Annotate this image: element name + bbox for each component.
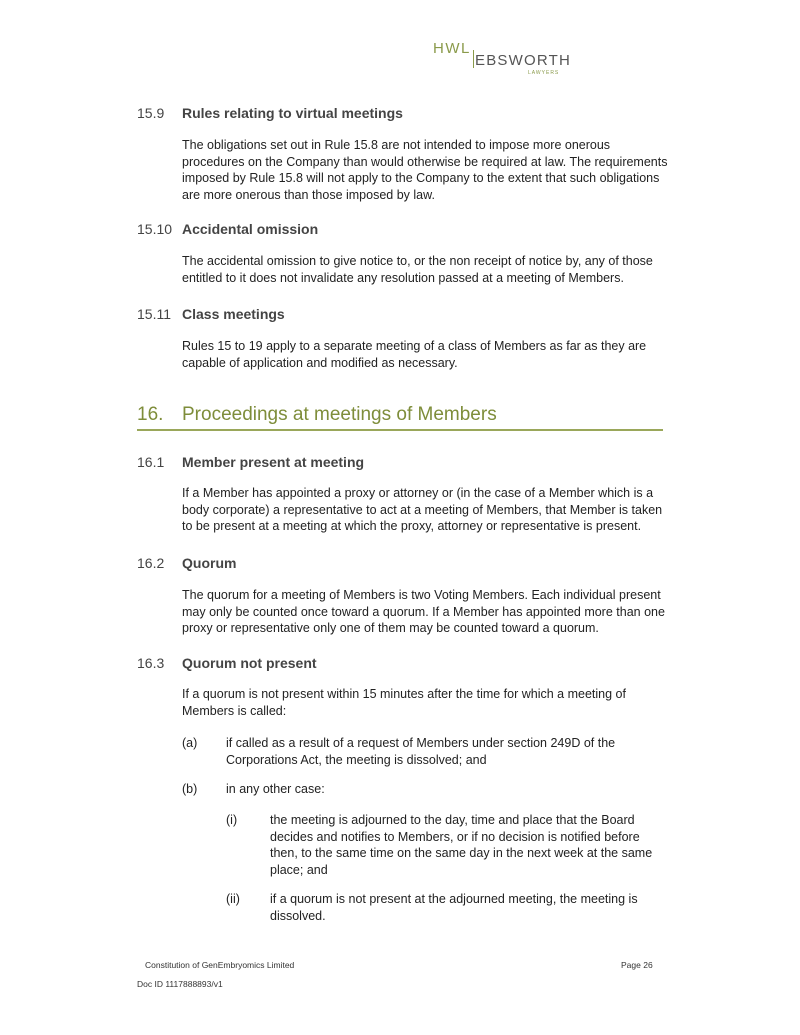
para-line: capable of application and modified as necessary. xyxy=(182,355,458,370)
para-line: may only be counted once toward a quorum. If a Member has appointed more than one xyxy=(182,604,665,619)
chapter-heading: Proceedings at meetings of Members xyxy=(182,404,497,425)
sublist-item-text xyxy=(270,891,638,924)
sublist-label: (ii) xyxy=(226,892,240,906)
section-paragraph xyxy=(182,253,653,286)
para-line: if called as a result of a request of Members under section 249D of the xyxy=(226,736,616,750)
para-line: if a quorum is not present at the adjourned meeting, the meeting is xyxy=(270,892,638,906)
logo-hwl-text: HWL xyxy=(433,40,471,57)
para-line: are more onerous than those imposed by law. xyxy=(182,187,435,202)
para-line: entitled to it does not invalidate any resolution passed at a meeting of Members. xyxy=(182,270,624,285)
chapter-rule xyxy=(137,429,663,431)
footer-page-number: Page 26 xyxy=(621,960,653,970)
para-line: The accidental omission to give notice to, or the non receipt of notice by, any of those xyxy=(182,254,653,268)
chapter-number: 16. xyxy=(137,404,164,425)
section-number: 15.9 xyxy=(137,105,165,121)
sublist-item-text xyxy=(270,812,652,878)
list-item-text xyxy=(226,735,615,768)
para-line: then, to the same time on the same day in the next week at the same xyxy=(270,846,653,860)
section-number: 16.2 xyxy=(137,555,165,571)
section-heading: Quorum not present xyxy=(182,655,317,671)
para-line: procedures on the Company than would otherwise be required at law. The requirements xyxy=(182,154,668,169)
para-line: The quorum for a meeting of Members is two Voting Members. Each individual present xyxy=(182,588,661,602)
logo-divider xyxy=(473,50,474,68)
para-line: If a Member has appointed a proxy or attorney or (in the case of a Member which is a xyxy=(182,486,654,500)
para-line: to be present at a meeting at which the proxy, attorney or representative is present. xyxy=(182,519,642,533)
section-paragraph xyxy=(182,137,667,203)
para-line: decides and notifies to Members, or if no decision is notified before xyxy=(270,829,640,844)
section-paragraph xyxy=(182,587,665,637)
para-line: Corporations Act, the meeting is dissolved; and xyxy=(226,752,487,767)
section-number: 16.1 xyxy=(137,454,165,470)
para-line: imposed by Rule 15.8 will not apply to the Company to the extent that such obligations xyxy=(182,171,660,185)
para-line: proxy or representative only one of them may be counted toward a quorum. xyxy=(182,621,599,635)
logo-ebsworth-text: EBSWORTH xyxy=(475,52,571,69)
para-line: in any other case: xyxy=(226,782,325,796)
list-label: (b) xyxy=(182,782,198,796)
section-heading: Accidental omission xyxy=(182,221,319,237)
para-line: dissolved. xyxy=(270,908,326,923)
section-heading: Class meetings xyxy=(182,306,285,322)
list-label: (a) xyxy=(182,736,198,750)
para-line: place; and xyxy=(270,862,328,877)
list-item-text xyxy=(226,781,325,798)
footer-document-title: Constitution of GenEmbryomics Limited xyxy=(145,960,295,970)
firm-logo xyxy=(433,40,571,80)
section-number: 15.10 xyxy=(137,221,173,237)
section-heading: Quorum xyxy=(182,555,237,571)
section-paragraph xyxy=(182,338,646,371)
para-line: The obligations set out in Rule 15.8 are not intended to impose more onerous xyxy=(182,138,611,152)
section-number: 15.11 xyxy=(137,306,171,322)
para-line: If a quorum is not present within 15 minutes after the time for which a meeting of xyxy=(182,687,626,701)
sublist-label: (i) xyxy=(226,813,238,827)
section-heading: Member present at meeting xyxy=(182,454,365,470)
para-line: the meeting is adjourned to the day, time and place that the Board xyxy=(270,813,635,827)
para-line: Members is called: xyxy=(182,703,287,718)
section-number: 16.3 xyxy=(137,655,165,671)
section-heading: Rules relating to virtual meetings xyxy=(182,105,403,121)
section-paragraph xyxy=(182,485,662,535)
para-line: body corporate) a representative to act at a meeting of Members, that Member is taken xyxy=(182,502,663,517)
para-line: Rules 15 to 19 apply to a separate meeting of a class of Members as far as they are xyxy=(182,339,647,353)
section-paragraph xyxy=(182,686,626,719)
logo-lawyers-text: LAWYERS xyxy=(528,70,560,76)
footer-doc-id: Doc ID 1117888893/v1 xyxy=(137,979,223,989)
